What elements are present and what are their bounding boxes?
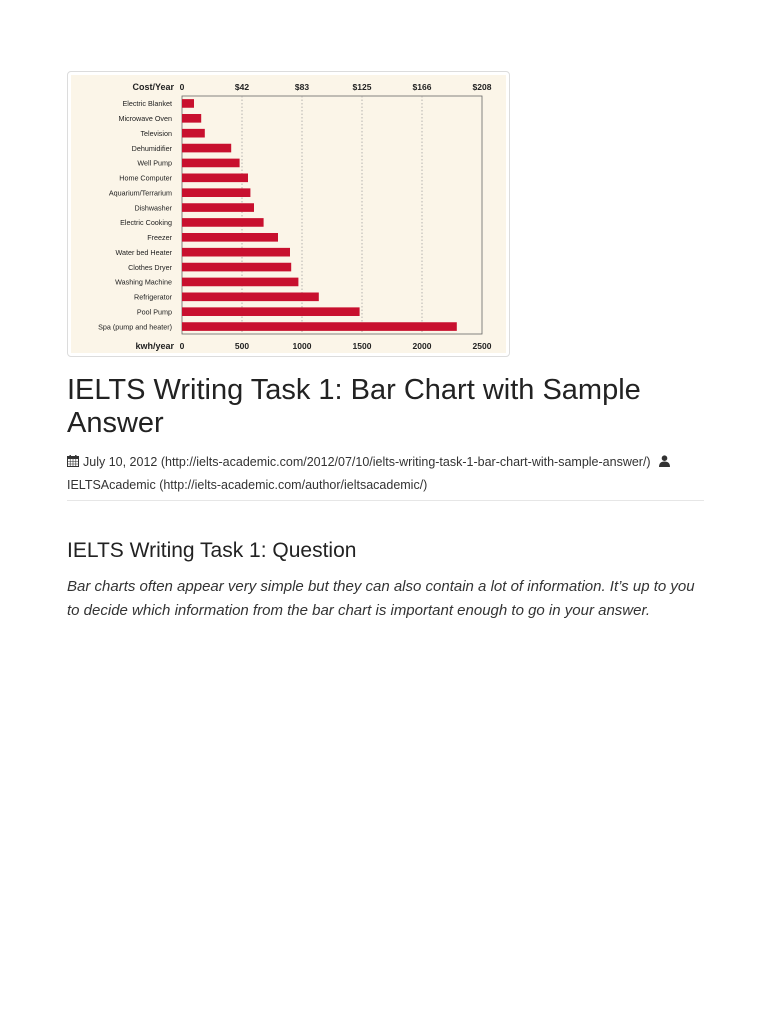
category-label: Electric Cooking [120, 218, 172, 228]
top-tick-label: $42 [234, 82, 250, 92]
bar-chart-figure [67, 71, 510, 357]
section-heading: IELTS Writing Task 1: Question [67, 539, 357, 562]
bottom-tick-label: 0 [179, 341, 185, 351]
post-meta [67, 451, 707, 496]
top-tick-label: $166 [412, 82, 432, 92]
top-axis-label: Cost/Year [132, 82, 174, 92]
bar [182, 188, 250, 197]
category-label: Spa (pump and heater) [98, 322, 172, 332]
category-label: Dishwasher [134, 203, 172, 213]
page-title: IELTS Writing Task 1: Bar Chart with Sample Answer [67, 374, 641, 439]
bar [182, 248, 290, 257]
bar [182, 322, 457, 331]
bar [182, 203, 254, 212]
top-tick-label: $83 [294, 82, 310, 92]
bar [182, 278, 298, 287]
top-tick-label: $125 [352, 82, 372, 92]
category-label: Freezer [147, 233, 172, 243]
bar [182, 99, 194, 108]
category-label: Clothes Dryer [128, 262, 172, 272]
category-label: Microwave Oven [118, 114, 172, 124]
category-label: Washing Machine [115, 277, 172, 287]
category-label: Pool Pump [136, 307, 172, 317]
post-author-link[interactable]: (http://ielts-academic.com/author/ieltsacademic/) [159, 477, 428, 492]
bar [182, 129, 205, 138]
top-tick-label: $208 [472, 82, 492, 92]
bar [182, 292, 319, 301]
bottom-tick-label: 2500 [472, 341, 492, 351]
bar [182, 159, 240, 168]
post-date-link[interactable]: (http://ielts-academic.com/2012/07/10/ielts-writing-task-1-bar-chart-with-sample-answer/) [160, 455, 651, 469]
top-tick-label: 0 [179, 82, 185, 92]
bar [182, 114, 201, 123]
intro-paragraph: Bar charts often appear very simple but they can also contain a lot of information. It’s up to you to decide which information from the bar chart is important enough to go in your answer. [67, 578, 695, 619]
calendar-icon [67, 452, 79, 474]
category-label: Dehumidifier [131, 143, 172, 153]
category-label: Electric Blanket [122, 99, 172, 109]
category-label: Refrigerator [134, 292, 172, 302]
bar-chart [68, 72, 509, 356]
category-label: Water bed Heater [115, 247, 172, 257]
category-label: Television [140, 128, 172, 138]
bottom-tick-label: 1000 [292, 341, 312, 351]
category-label: Aquarium/Terrarium [108, 188, 172, 198]
bar [182, 233, 278, 242]
post-date: July 10, 2012 [83, 455, 158, 469]
bar [182, 173, 248, 182]
bar [182, 263, 291, 272]
category-label: Home Computer [119, 173, 172, 183]
bottom-tick-label: 500 [234, 341, 250, 351]
bar [182, 218, 264, 227]
bottom-tick-label: 1500 [352, 341, 372, 351]
bar [182, 307, 360, 316]
bar [182, 144, 231, 153]
bottom-tick-label: 2000 [412, 341, 432, 351]
post-author: IELTSAcademic [67, 477, 156, 492]
bottom-axis-label: kwh/year [135, 341, 174, 351]
divider [67, 500, 704, 501]
user-icon [659, 452, 670, 474]
category-label: Well Pump [137, 158, 172, 168]
